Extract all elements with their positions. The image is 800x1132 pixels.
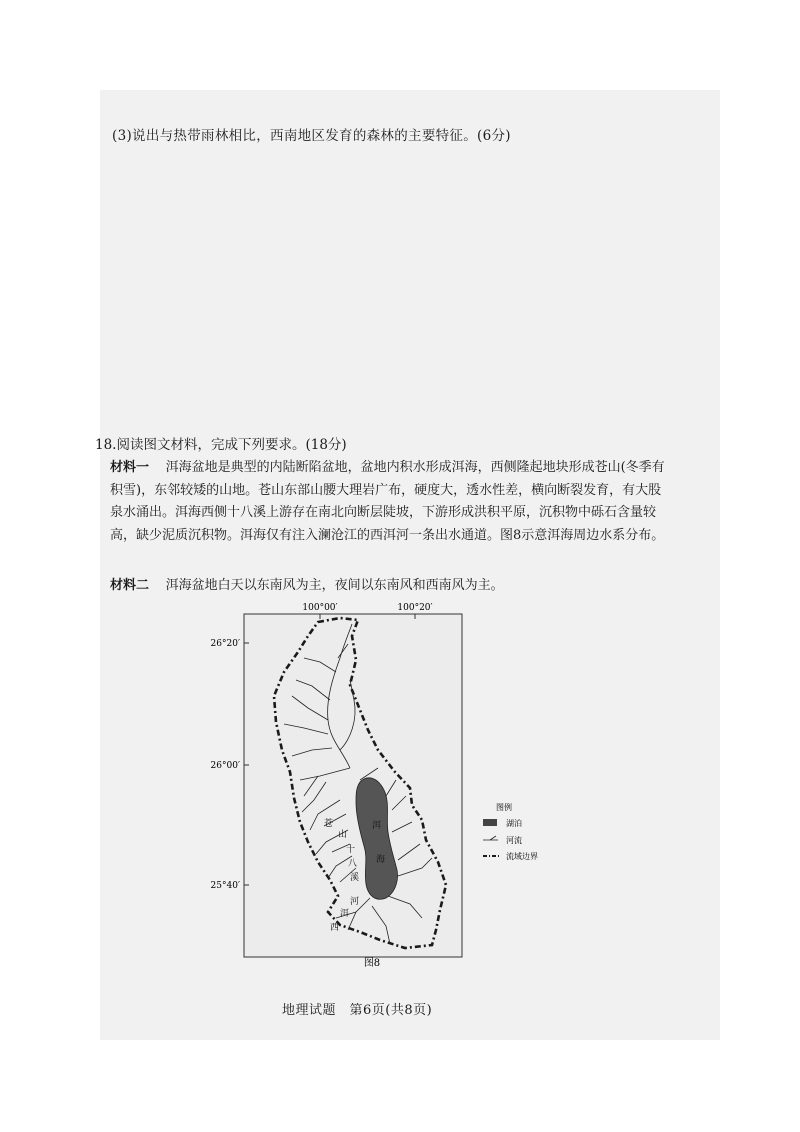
label-er-2: 洱 (340, 909, 350, 919)
label-he: 河 (350, 897, 360, 907)
label-hai: 海 (376, 855, 386, 865)
figure-caption: 图8 (363, 958, 381, 969)
lat-label-25-40: 25°40′ (210, 881, 240, 891)
legend-title: 图例 (496, 803, 512, 812)
material-2-label: 材料二 (110, 578, 150, 593)
label-xi-west: 西 (330, 923, 340, 933)
material-1 (110, 457, 670, 547)
lon-label-100-20: 100°20′ (397, 603, 433, 613)
question-18-heading: 18.阅读图文材料，完成下列要求。(18分) (95, 437, 347, 453)
material-2 (110, 575, 670, 598)
page-footer: 地理试题 第6页(共8页) (282, 1003, 433, 1018)
legend-river: 河流 (506, 836, 522, 845)
lat-label-26-20: 26°20′ (210, 639, 240, 649)
material-2-text: 洱海盆地白天以东南风为主，夜间以东南风和西南风为主。 (165, 578, 504, 593)
legend (483, 802, 538, 861)
material-1-text: 洱海盆地是典型的内陆断陷盆地，盆地内积水形成洱海，西侧隆起地块形成苍山(冬季有积雪)，东邻较矮的山地。苍山东部山腰大理岩广布，硬度大，透水性差，横向断裂发育，有大股泉水涌出。洱海西侧十八溪上游存在南北向断层陡坡，下游形成洪积平原，沉积物中砾石含量较高，缺少泥质沉积物。洱海仅有注入澜沧江的西洱河一条出水通道。图8示意洱海周边水系分布。 (110, 460, 665, 543)
label-cang: 苍 (324, 819, 334, 829)
legend-river-swatch (483, 836, 498, 840)
label-er: 洱 (372, 821, 382, 831)
figure-8-map (200, 600, 580, 970)
lon-label-100-00: 100°00′ (302, 603, 338, 613)
legend-lake-swatch (483, 819, 497, 826)
material-1-label: 材料一 (110, 460, 150, 475)
legend-boundary: 流域边界 (506, 852, 538, 861)
label-shan: 山 (338, 830, 348, 840)
legend-lake: 湖泊 (506, 819, 522, 828)
label-xi-stream: 溪 (350, 873, 360, 883)
label-ba: 八 (348, 859, 358, 869)
question-3: (3)说出与热带雨林相比，西南地区发育的森林的主要特征。(6分) (112, 128, 511, 144)
lat-label-26-00: 26°00′ (210, 761, 240, 771)
label-shi: 十 (346, 845, 356, 855)
